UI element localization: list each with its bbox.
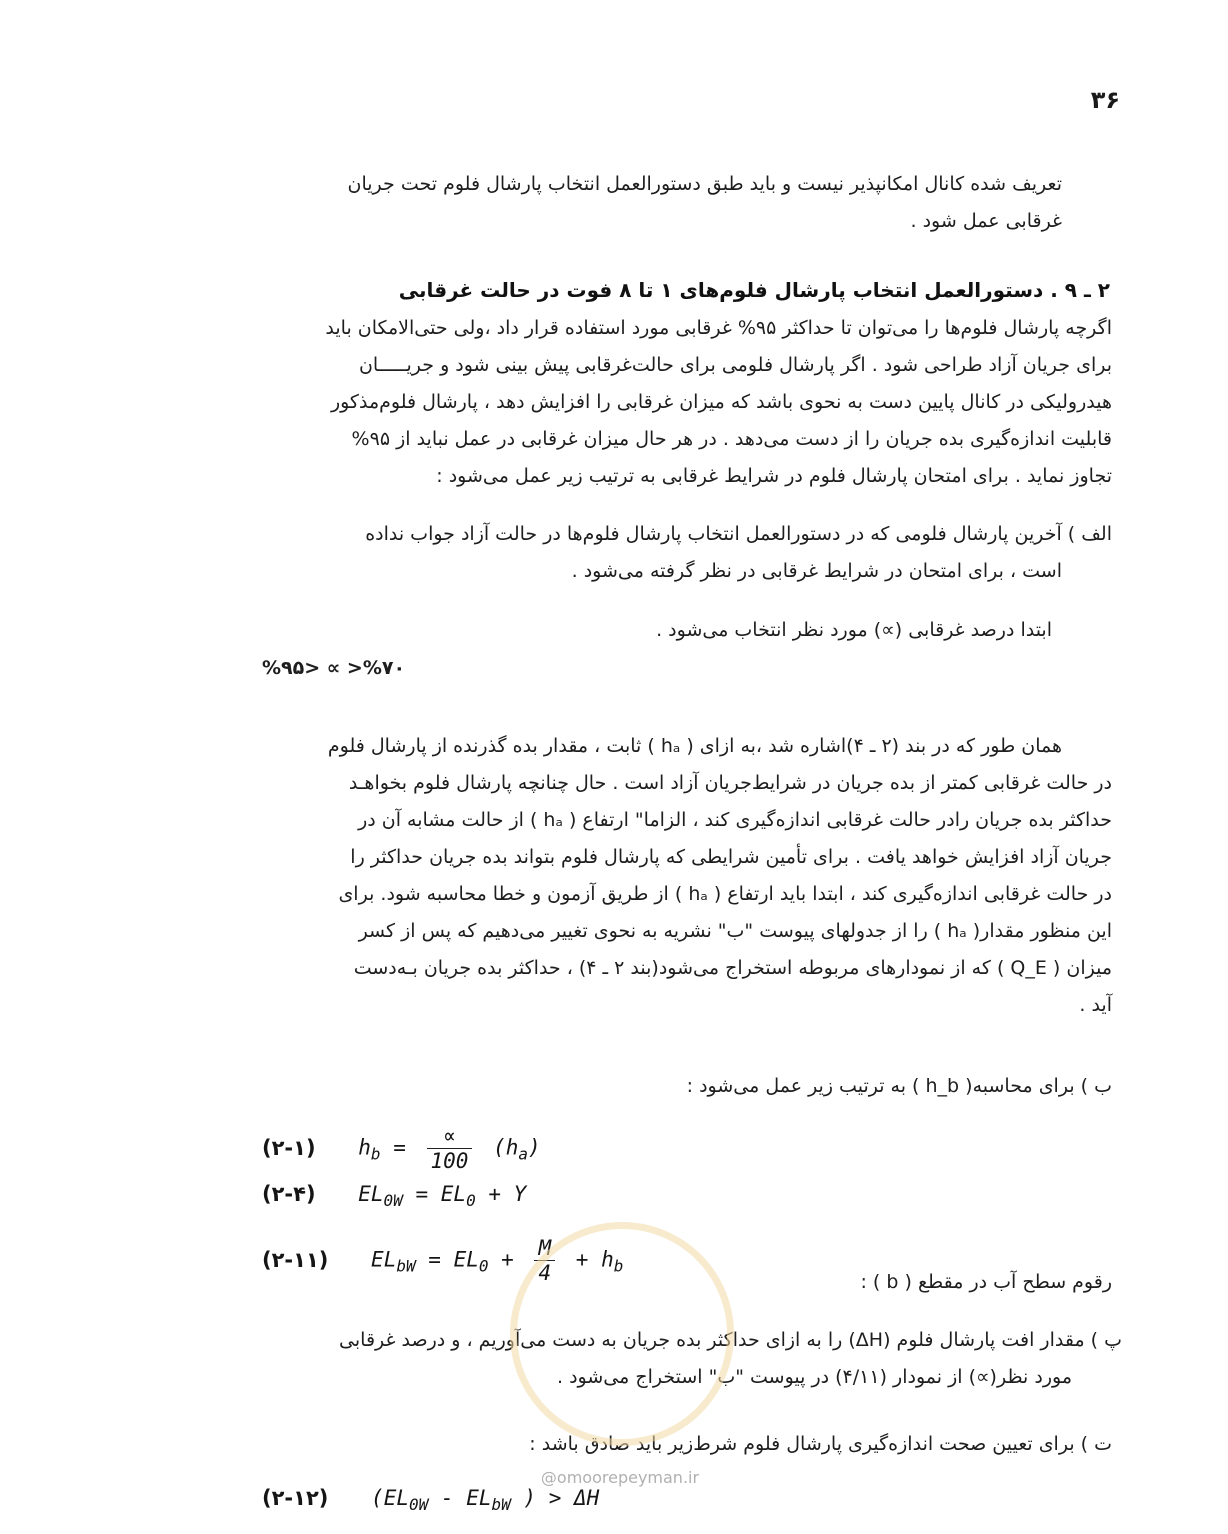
item-line: مورد نظر(∝) از نمودار (۴/۱۱) در پیوست "ب" استخراج می‌شود .	[557, 1366, 1072, 1388]
alpha-range: %۷۰< ∝ <%۹۵	[262, 657, 406, 679]
paragraph-line: قابلیت اندازه‌گیری بده جریان را از دست می‌دهد . در هر حال میزان غرقابی در عمل نباید از ۹۵%	[351, 428, 1112, 450]
equation-subscript: b	[613, 1256, 624, 1276]
equation-number: (۲-۱)	[262, 1135, 316, 1160]
equation-subscript: 0	[478, 1256, 489, 1276]
equation-number: (۲-۴)	[262, 1182, 316, 1206]
fraction-denominator: 4	[538, 1261, 552, 1285]
section-heading: ۲ ـ ۹ . دستورالعمل انتخاب پارشال فلوم‌های ۱ تا ۸ فوت در حالت غرقابی	[398, 278, 1110, 302]
equation-subscript: 0W	[408, 1495, 429, 1515]
equation-subscript: bW	[396, 1256, 416, 1276]
equals-sign: =	[393, 1135, 406, 1160]
paragraph-line: این منظور مقدار( hₐ ) را از جدولهای پیوست "ب" نشریه به نحوی تغییر می‌دهیم که پس از کسر	[358, 920, 1112, 942]
intro-line: تعریف شده کانال امکانپذیر نیست و باید طبق دستورالعمل انتخاب پارشال فلوم تحت جریان	[347, 173, 1062, 195]
plus-sign: +	[501, 1247, 514, 1272]
paragraph-line: حداکثر بده جریان رادر حالت غرقابی اندازه‌گیری کند ، الزاما" ارتفاع ( hₐ ) از حالت مشابه آن در	[358, 809, 1112, 831]
equation-tail: + h	[575, 1247, 614, 1272]
item-be: ب ) برای محاسبه( h_b ) به ترتیب زیر عمل می‌شود :	[686, 1075, 1112, 1097]
equation-rhs: EL	[453, 1247, 479, 1272]
paragraph-line: همان طور که در بند (۲ ـ ۴)اشاره شد ،به ازای ( hₐ ) ثابت ، مقدار بده گذرنده از پارشال فلوم	[327, 735, 1062, 757]
item-line: پ ) مقدار افت پارشال فلوم (ΔH) را به ازای حداکثر بده جریان به دست می‌آوریم ، و درصد غرقابی	[339, 1329, 1122, 1351]
equation-number: (۲-۱۱)	[262, 1247, 329, 1272]
equation-2-1	[262, 1124, 541, 1173]
paragraph-line: آید .	[1079, 994, 1112, 1016]
equation-rhs: EL	[440, 1182, 467, 1206]
paragraph-line: میزان ( Q_E ) که از نمودارهای مربوطه استخراج می‌شود(بند ۲ ـ ۴) ، حداکثر بده جریان بـه‌دست	[353, 957, 1112, 979]
equation-lhs: (EL	[371, 1486, 409, 1510]
equals-sign: =	[428, 1247, 441, 1272]
equation-lhs: h	[358, 1135, 371, 1160]
equation-number: (۲-۱۲)	[262, 1486, 329, 1510]
section-paragraph	[262, 310, 1112, 495]
equation-subscript: bW	[491, 1495, 511, 1515]
page-number: ۳۶	[1090, 86, 1120, 114]
equation-rhs: ) > ΔH	[523, 1486, 600, 1510]
intro-line: غرقابی عمل شود .	[910, 210, 1062, 232]
paragraph-line: هیدرولیکی در کانال پایین دست به نحوی باشد که میزان غرقابی را افزایش دهد ، پارشال فلوم‌مذکور	[330, 391, 1112, 413]
fraction-denominator: 100	[430, 1149, 469, 1173]
watermark-seal-icon	[510, 1222, 734, 1446]
equation-subscript: 0W	[383, 1191, 403, 1211]
equation-lhs: EL	[371, 1247, 397, 1272]
paragraph-line: در حالت غرقابی اندازه‌گیری کند ، ابتدا باید ارتفاع ( hₐ ) از طریق آزمون و خطا محاسبه شود. برای	[338, 883, 1112, 905]
fraction	[427, 1124, 473, 1173]
item-line: است ، برای امتحان در شرایط غرقابی در نظر گرفته می‌شود .	[571, 560, 1062, 582]
alpha-line: ابتدا درصد غرقابی (∝) مورد نظر انتخاب می‌شود .	[656, 619, 1052, 641]
equation-subscript: b	[370, 1144, 381, 1164]
paragraph-line: جریان آزاد افزایش خواهد یافت . برای تأمین شرایطی که پارشال فلوم بتواند بده جریان حداکثر را	[350, 846, 1112, 868]
paragraph-line: برای جریان آزاد طراحی شود . اگر پارشال فلومی برای حالت‌غرقابی پیش بینی شود و جریـــــان	[358, 354, 1112, 376]
paragraph-line: اگرچه پارشال فلوم‌ها را می‌توان تا حداکثر ۹۵% غرقابی مورد استفاده قرار داد ،ولی حتی‌الامکان باید	[325, 317, 1112, 339]
equation-subscript: a	[518, 1144, 529, 1164]
intro-paragraph	[270, 166, 1062, 240]
item-line: الف ) آخرین پارشال فلومی که در دستورالعمل انتخاب پارشال فلوم‌ها در حالت آزاد جواب نداده	[365, 523, 1112, 545]
equation-subscript: 0	[466, 1191, 476, 1211]
explain-paragraph	[262, 728, 1112, 1024]
equation-2-12	[262, 1486, 599, 1514]
water-level-label: رقوم سطح آب در مقطع ( b ) :	[860, 1271, 1112, 1293]
watermark-text: @omoorepeyman.ir	[540, 1468, 700, 1487]
equation-rhs: (h	[493, 1135, 519, 1160]
item-alef	[262, 516, 1112, 590]
equation-rhs-end: + Y	[488, 1182, 527, 1206]
equals-sign: =	[415, 1182, 429, 1206]
equation-lhs: EL	[358, 1182, 384, 1206]
paragraph-line: تجاوز نماید . برای امتحان پارشال فلوم در شرایط غرقابی به ترتیب زیر عمل می‌شود :	[436, 465, 1112, 487]
fraction-numerator: M	[534, 1236, 555, 1261]
fraction-numerator: ∝	[427, 1124, 473, 1149]
equation-mid: - EL	[440, 1486, 492, 1510]
equation-rhs-end: )	[528, 1135, 541, 1160]
paragraph-line: در حالت غرقابی کمتر از بده جریان در شرایط‌جریان آزاد است . حال چنانچه پارشال فلوم بخواهـد	[348, 772, 1112, 794]
item-te: ت ) برای تعیین صحت اندازه‌گیری پارشال فلوم شرط‌زیر باید صادق باشد :	[529, 1433, 1112, 1455]
equation-2-4	[262, 1182, 526, 1210]
